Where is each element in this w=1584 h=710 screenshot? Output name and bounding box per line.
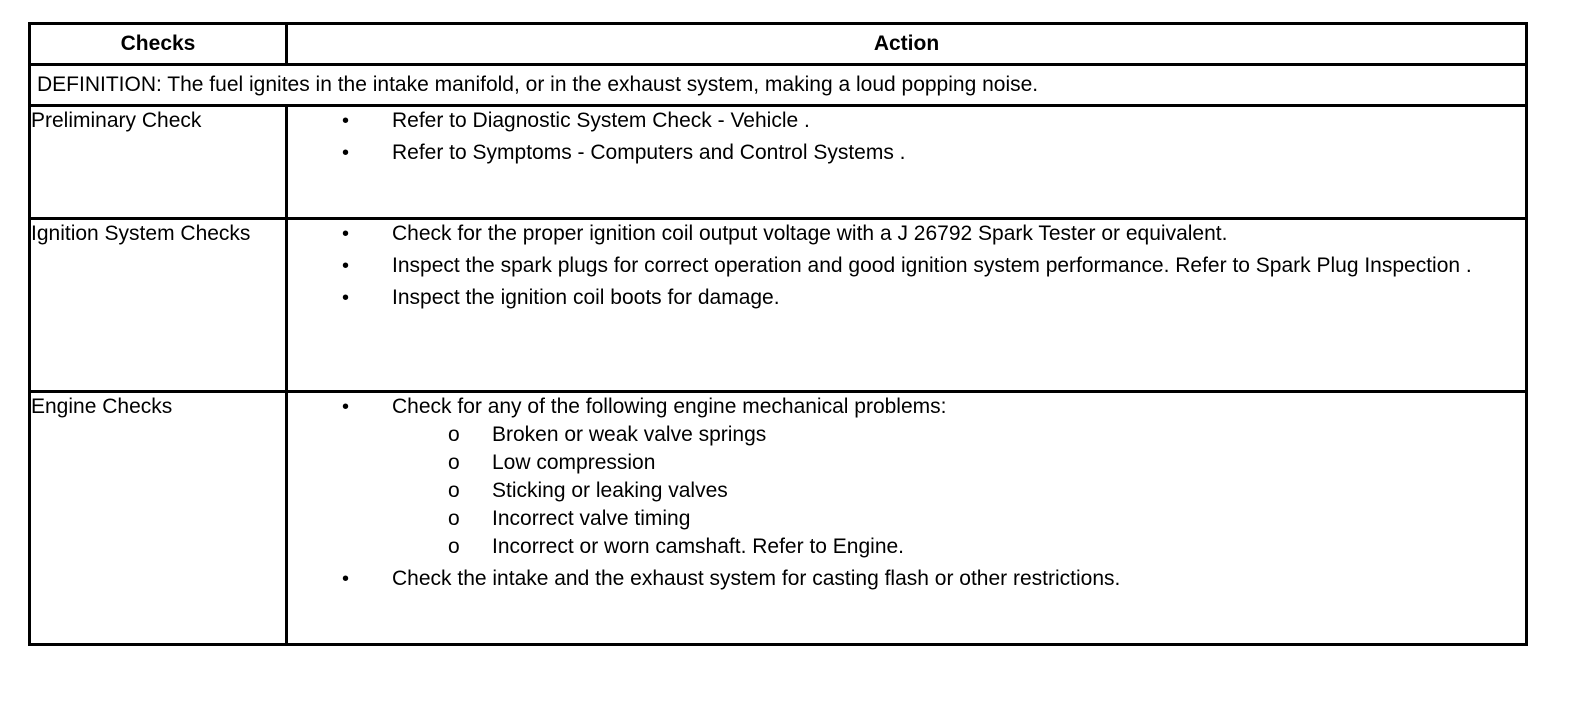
bullet-icon: • <box>342 287 350 309</box>
circle-bullet-icon: o <box>448 479 460 502</box>
sub-action-list <box>392 421 1505 561</box>
action-text: Refer to Symptoms - Computers and Control Systems . <box>392 141 906 164</box>
circle-bullet-icon: o <box>448 423 460 446</box>
sub-action-text: Sticking or leaking valves <box>492 479 728 502</box>
list-item <box>288 284 1505 312</box>
table-row <box>30 392 1527 645</box>
table-row <box>30 106 1527 219</box>
sub-list-item <box>392 533 1505 561</box>
sub-action-text: Broken or weak valve springs <box>492 423 767 446</box>
circle-bullet-icon: o <box>448 451 460 474</box>
bullet-icon: • <box>342 223 350 245</box>
circle-bullet-icon: o <box>448 535 460 558</box>
list-item <box>288 139 1505 167</box>
action-list <box>288 107 1525 167</box>
definition-text: DEFINITION: The fuel ignites in the intake manifold, or in the exhaust system, making a loud popping noise. <box>30 65 1527 106</box>
bullet-icon: • <box>342 110 350 132</box>
action-list <box>288 220 1525 312</box>
action-cell-ignition <box>287 219 1527 392</box>
list-item <box>288 565 1505 593</box>
bullet-icon: • <box>342 255 350 277</box>
diagnostic-table <box>28 22 1528 646</box>
check-label-ignition: Ignition System Checks <box>30 219 287 392</box>
check-label-engine: Engine Checks <box>30 392 287 645</box>
action-text: Check for the proper ignition coil output voltage with a J 26792 Spark Tester or equivalent. <box>392 222 1228 245</box>
header-checks: Checks <box>30 24 287 65</box>
action-cell-engine <box>287 392 1527 645</box>
definition-row <box>30 65 1527 106</box>
sub-action-text: Low compression <box>492 451 656 474</box>
sub-action-text: Incorrect valve timing <box>492 507 691 530</box>
action-text: Refer to Diagnostic System Check - Vehicle . <box>392 109 810 132</box>
bullet-icon: • <box>342 396 350 418</box>
sub-action-text: Incorrect or worn camshaft. Refer to Engine. <box>492 535 905 558</box>
sub-list-item <box>392 477 1505 505</box>
list-item <box>288 252 1505 280</box>
table-row <box>30 219 1527 392</box>
action-text: Inspect the spark plugs for correct operation and good ignition system performance. Refer to Spark Plug Inspection . <box>392 254 1472 277</box>
action-cell-preliminary <box>287 106 1527 219</box>
table-header-row <box>30 24 1527 65</box>
list-item <box>288 393 1505 561</box>
action-text: Check for any of the following engine mechanical problems: <box>392 395 947 418</box>
circle-bullet-icon: o <box>448 507 460 530</box>
sub-list-item <box>392 449 1505 477</box>
check-label-preliminary: Preliminary Check <box>30 106 287 219</box>
action-list <box>288 393 1525 593</box>
list-item <box>288 220 1505 248</box>
bullet-icon: • <box>342 568 350 590</box>
bullet-icon: • <box>342 142 350 164</box>
list-item <box>288 107 1505 135</box>
header-action: Action <box>287 24 1527 65</box>
sub-list-item <box>392 505 1505 533</box>
action-text: Inspect the ignition coil boots for damage. <box>392 286 780 309</box>
sub-list-item <box>392 421 1505 449</box>
action-text: Check the intake and the exhaust system for casting flash or other restrictions. <box>392 567 1121 590</box>
